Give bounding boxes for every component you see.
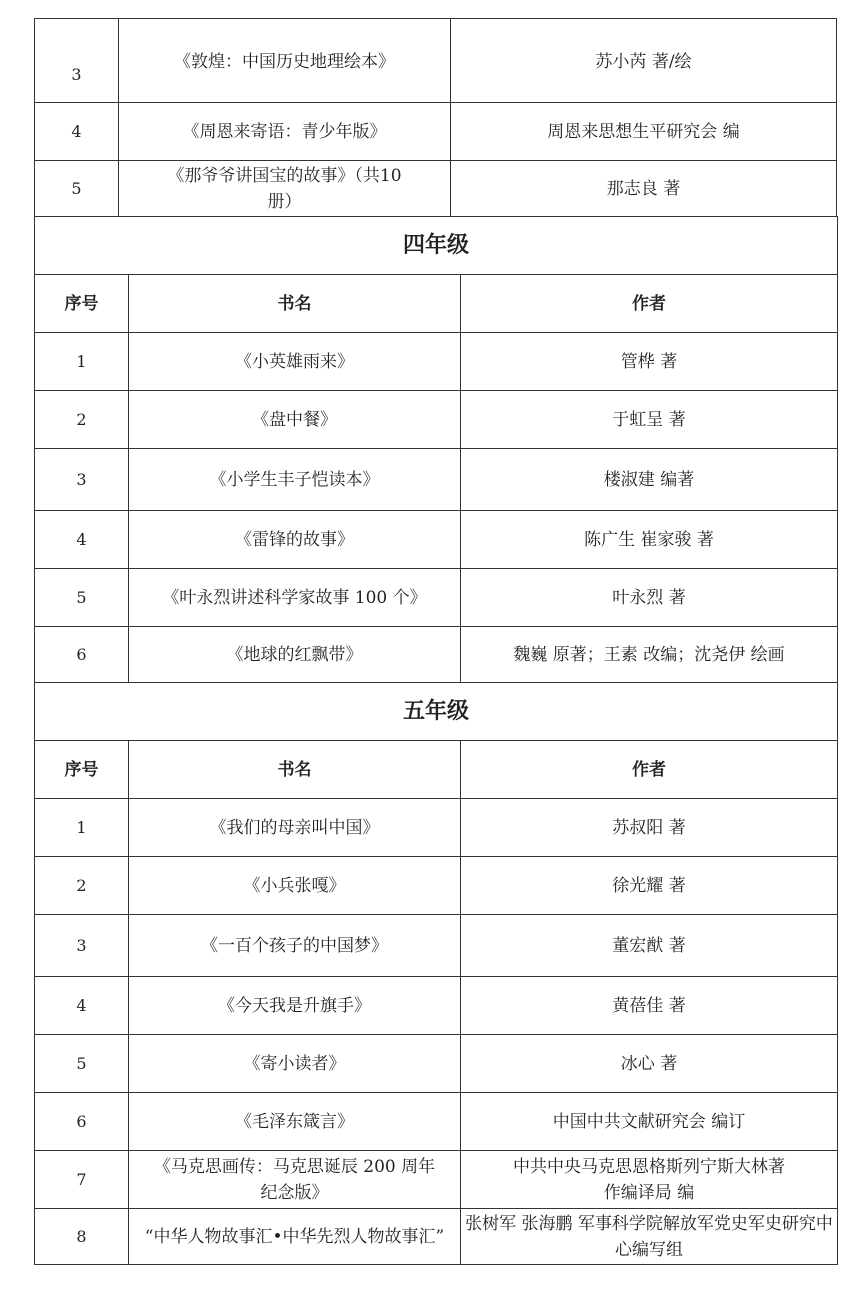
row-number: 3 [35, 19, 119, 103]
table-row [35, 915, 838, 977]
row-number: 1 [35, 333, 129, 391]
book-title: 《敦煌：中国历史地理绘本》 [119, 19, 451, 103]
book-title: 《马克思画传：马克思诞辰 200 周年纪念版》 [129, 1151, 461, 1209]
column-header-title: 书名 [129, 741, 461, 799]
book-title: “中华人物故事汇•中华先烈人物故事汇” [129, 1209, 461, 1265]
column-header-author: 作者 [461, 275, 838, 333]
row-number: 4 [35, 977, 129, 1035]
table-row [35, 1151, 838, 1209]
row-number: 6 [35, 1093, 129, 1151]
table-row [35, 569, 838, 627]
book-author: 黄蓓佳 著 [461, 977, 838, 1035]
table-row [35, 799, 838, 857]
book-author: 叶永烈 著 [461, 569, 838, 627]
grade5-table [34, 682, 838, 1265]
row-number: 6 [35, 627, 129, 683]
book-author: 冰心 著 [461, 1035, 838, 1093]
table-row [35, 103, 837, 161]
book-author: 于虹呈 著 [461, 391, 838, 449]
book-author: 管桦 著 [461, 333, 838, 391]
book-title: 《小学生丰子恺读本》 [129, 449, 461, 511]
table-row [35, 1035, 838, 1093]
column-header-title: 书名 [129, 275, 461, 333]
table-row [35, 449, 838, 511]
book-author: 张树军 张海鹏 军事科学院解放军党史军史研究中心编写组 [461, 1209, 838, 1265]
book-author: 徐光耀 著 [461, 857, 838, 915]
continued-table [34, 18, 837, 217]
book-title: 《一百个孩子的中国梦》 [129, 915, 461, 977]
book-title: 《周恩来寄语：青少年版》 [119, 103, 451, 161]
book-author: 魏巍 原著；王素 改编；沈尧伊 绘画 [461, 627, 838, 683]
grade4-table [34, 216, 838, 683]
row-number: 8 [35, 1209, 129, 1265]
book-author: 楼淑建 编著 [461, 449, 838, 511]
grade4-heading: 四年级 [35, 217, 838, 275]
table-row [35, 627, 838, 683]
row-number: 2 [35, 391, 129, 449]
book-author: 中国中共文献研究会 编订 [461, 1093, 838, 1151]
book-title: 《小英雄雨来》 [129, 333, 461, 391]
table-row [35, 333, 838, 391]
table-row [35, 391, 838, 449]
row-number: 4 [35, 511, 129, 569]
row-number: 5 [35, 161, 119, 217]
book-author: 那志良 著 [451, 161, 837, 217]
grade5-heading: 五年级 [35, 683, 838, 741]
row-number: 5 [35, 1035, 129, 1093]
book-author: 董宏猷 著 [461, 915, 838, 977]
table-row [35, 1093, 838, 1151]
book-title: 《我们的母亲叫中国》 [129, 799, 461, 857]
book-author: 苏小芮 著/绘 [451, 19, 837, 103]
book-title: 《雷锋的故事》 [129, 511, 461, 569]
book-author: 陈广生 崔家骏 著 [461, 511, 838, 569]
table-row [35, 1209, 838, 1265]
row-number: 2 [35, 857, 129, 915]
book-title: 《盘中餐》 [129, 391, 461, 449]
book-title: 《那爷爷讲国宝的故事》（共10册） [119, 161, 451, 217]
table-row [35, 19, 837, 103]
header-row [35, 275, 838, 333]
book-author: 中共中央马克思恩格斯列宁斯大林著作编译局 编 [461, 1151, 838, 1209]
table-row [35, 857, 838, 915]
book-title: 《寄小读者》 [129, 1035, 461, 1093]
table-row [35, 511, 838, 569]
row-number: 1 [35, 799, 129, 857]
column-header-number: 序号 [35, 741, 129, 799]
table-row [35, 161, 837, 217]
table-row [35, 977, 838, 1035]
book-title: 《地球的红飘带》 [129, 627, 461, 683]
book-title: 《小兵张嘎》 [129, 857, 461, 915]
book-author: 周恩来思想生平研究会 编 [451, 103, 837, 161]
book-title: 《毛泽东箴言》 [129, 1093, 461, 1151]
row-number: 3 [35, 449, 129, 511]
row-number: 4 [35, 103, 119, 161]
column-header-author: 作者 [461, 741, 838, 799]
book-author: 苏叔阳 著 [461, 799, 838, 857]
row-number: 5 [35, 569, 129, 627]
header-row [35, 741, 838, 799]
book-title: 《叶永烈讲述科学家故事 100 个》 [129, 569, 461, 627]
row-number: 3 [35, 915, 129, 977]
book-title: 《今天我是升旗手》 [129, 977, 461, 1035]
column-header-number: 序号 [35, 275, 129, 333]
row-number: 7 [35, 1151, 129, 1209]
